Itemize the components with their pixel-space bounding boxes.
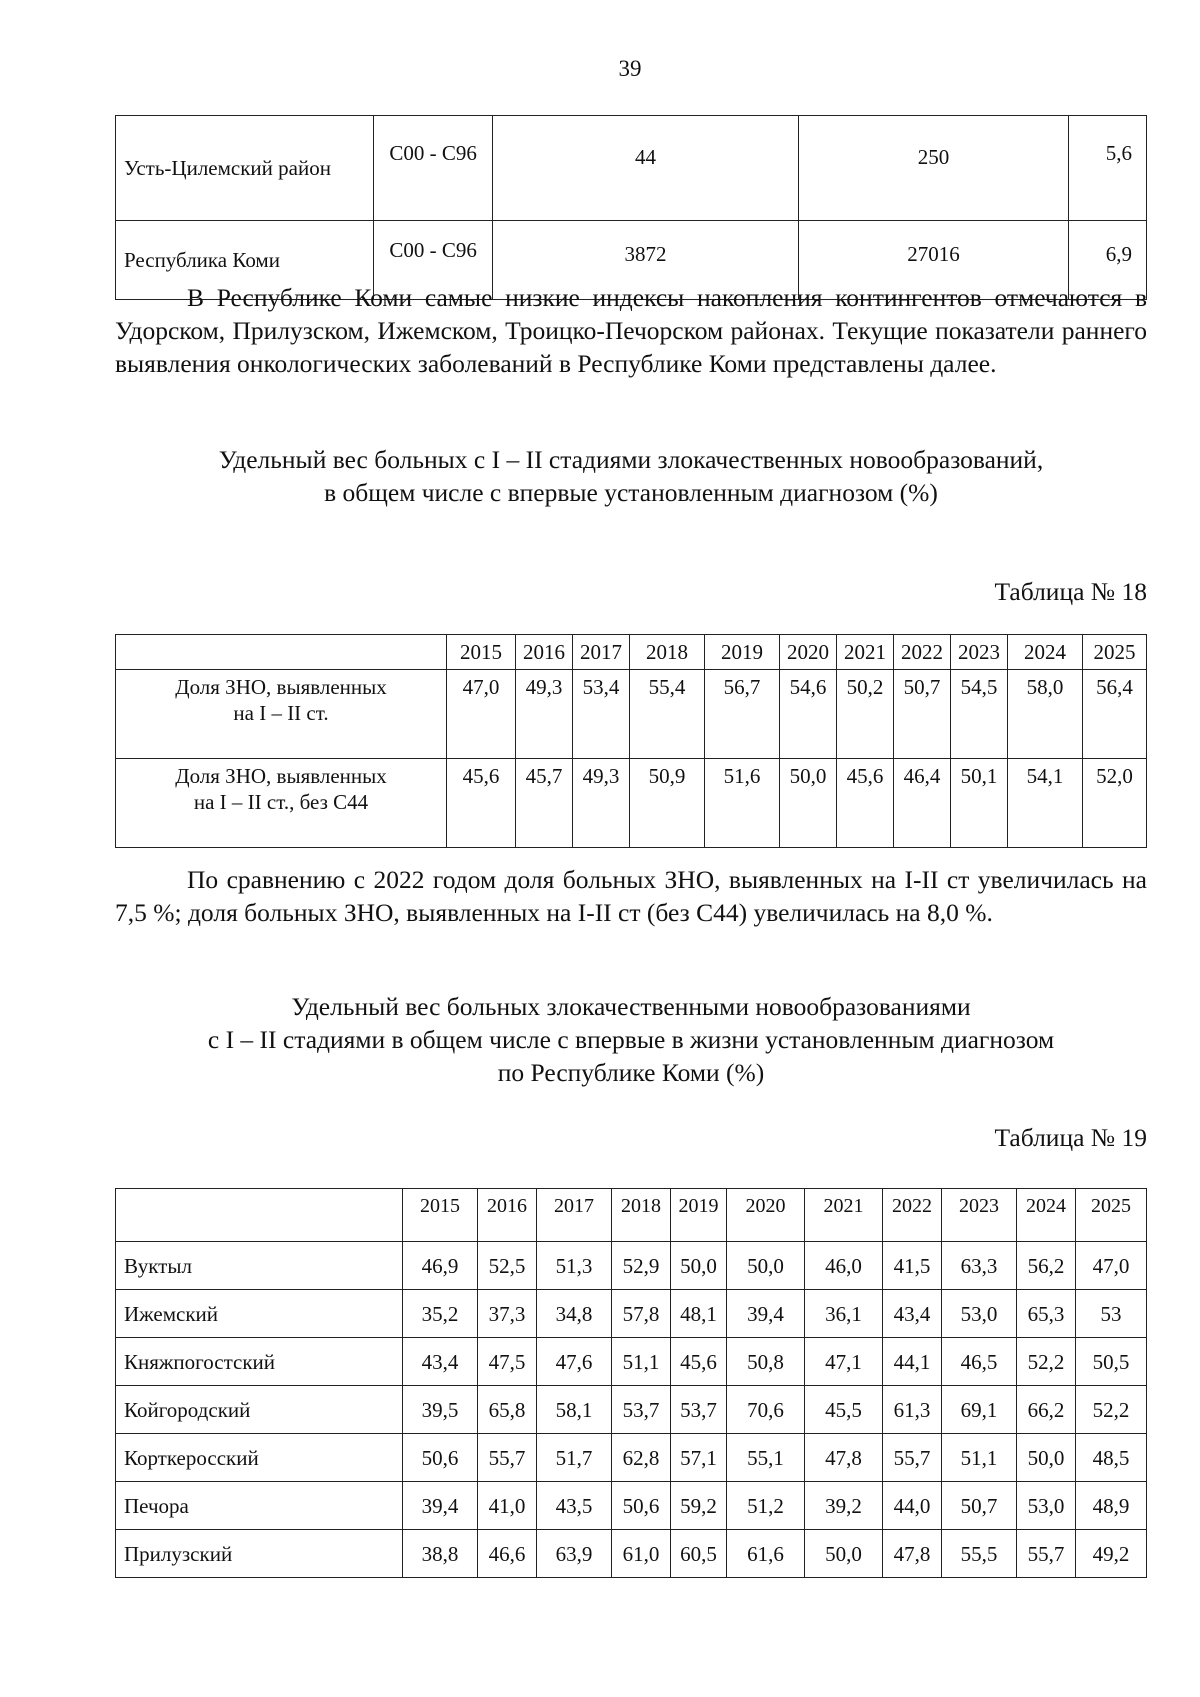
year-header: 2021 — [837, 635, 894, 670]
table-row — [116, 1434, 1147, 1482]
heading-line: в общем числе с впервые установленным диагнозом (%) — [324, 478, 938, 507]
year-header: 2017 — [573, 635, 630, 670]
paragraph-accumulation-index — [115, 281, 1147, 380]
row-label-line: на I – II ст. — [233, 701, 329, 725]
table-row — [116, 1530, 1147, 1578]
table-cell-value: 3872 — [493, 221, 799, 300]
table-cell-value: 47,8 — [805, 1434, 883, 1482]
year-header: 2021 — [805, 1189, 883, 1242]
table-cell-value: 43,4 — [403, 1338, 478, 1386]
table-cell-value: 52,9 — [612, 1242, 671, 1290]
table-cell-value: 55,7 — [1017, 1530, 1076, 1578]
row-label-line: Доля ЗНО, выявленных — [175, 764, 387, 788]
year-header: 2022 — [883, 1189, 942, 1242]
table-cell-value: 51,7 — [537, 1434, 612, 1482]
paragraph-text: По сравнению с 2022 годом доля больных ЗНО, выявленных на I-II ст увеличилась на 7,5 %; доля больных ЗНО, выявленных на I-II ст (без С44) увеличилась на 8,0 %. — [115, 865, 1147, 927]
page-number: 39 — [618, 56, 642, 81]
table-cell-value: 48,5 — [1076, 1434, 1147, 1482]
district-name: Корткеросский — [116, 1434, 403, 1482]
table-cell-value: 50,8 — [727, 1338, 805, 1386]
table-cell-value: 51,6 — [705, 759, 780, 848]
row-label — [116, 759, 447, 848]
table-cell-value: 51,2 — [727, 1482, 805, 1530]
table-row — [116, 1482, 1147, 1530]
district-name: Ижемский — [116, 1290, 403, 1338]
table-cell-value: 39,4 — [727, 1290, 805, 1338]
table-cell-value: 43,5 — [537, 1482, 612, 1530]
table-cell-value: 50,6 — [403, 1434, 478, 1482]
table-cell-value: 48,1 — [671, 1290, 727, 1338]
table-row — [116, 1242, 1147, 1290]
table-cell-value: 58,0 — [1008, 670, 1083, 759]
table-cell-value: 61,6 — [727, 1530, 805, 1578]
table-cell-code: С00 - С96 — [374, 221, 493, 300]
table-cell-value: 50,6 — [612, 1482, 671, 1530]
heading-line: Удельный вес больных с I – II стадиями злокачественных новообразований, — [218, 445, 1044, 474]
table-cell-value: 50,0 — [805, 1530, 883, 1578]
table-header-row — [116, 1189, 1147, 1242]
year-header: 2024 — [1017, 1189, 1076, 1242]
table-cell-value: 51,1 — [942, 1434, 1017, 1482]
heading-line: Удельный вес больных злокачественными новообразованиями — [291, 992, 971, 1021]
table-cell-value: 45,6 — [671, 1338, 727, 1386]
district-name: Вуктыл — [116, 1242, 403, 1290]
table-cell-value: 53 — [1076, 1290, 1147, 1338]
table-cell-value: 53,4 — [573, 670, 630, 759]
table-cell-value: 50,1 — [951, 759, 1008, 848]
table-cell-value: 50,5 — [1076, 1338, 1147, 1386]
table-cell-value: 52,2 — [1076, 1386, 1147, 1434]
table-cell-value: 39,4 — [403, 1482, 478, 1530]
year-header: 2015 — [447, 635, 516, 670]
table-cell-value: 53,0 — [942, 1290, 1017, 1338]
table-row — [116, 116, 1147, 221]
table-cell-value: 51,1 — [612, 1338, 671, 1386]
table-cell-value: 47,0 — [447, 670, 516, 759]
table-cell-value: 66,2 — [1017, 1386, 1076, 1434]
table-cell-value: 44,0 — [883, 1482, 942, 1530]
table-18-label: Таблица № 18 — [994, 577, 1147, 606]
heading-line: с I – II стадиями в общем числе с впервые в жизни установленным диагнозом — [207, 1025, 1055, 1054]
table-cell-value: 61,0 — [612, 1530, 671, 1578]
table-cell-value: 69,1 — [942, 1386, 1017, 1434]
heading-line: по Республике Коми (%) — [497, 1058, 765, 1087]
table-cell-value: 250 — [798, 116, 1068, 221]
table-cell-value: 46,9 — [403, 1242, 478, 1290]
table-cell-value: 55,5 — [942, 1530, 1017, 1578]
section-heading-2 — [115, 990, 1147, 1089]
table-cell-value: 47,0 — [1076, 1242, 1147, 1290]
table-cell-value: 46,5 — [942, 1338, 1017, 1386]
table-cell-value: 44 — [493, 116, 799, 221]
table-cell-value: 50,0 — [1017, 1434, 1076, 1482]
year-header: 2016 — [478, 1189, 537, 1242]
table-cell-name: Республика Коми — [116, 221, 374, 300]
table-cell-value: 43,4 — [883, 1290, 942, 1338]
table-cell-value: 37,3 — [478, 1290, 537, 1338]
table-cell-value: 46,6 — [478, 1530, 537, 1578]
table-cell-value: 27016 — [798, 221, 1068, 300]
row-label-line: Доля ЗНО, выявленных — [175, 675, 387, 699]
table-cell-value: 59,2 — [671, 1482, 727, 1530]
previous-table — [115, 115, 1147, 300]
table-cell-value: 46,4 — [894, 759, 951, 848]
table-cell-value: 70,6 — [727, 1386, 805, 1434]
district-name: Княжпогостский — [116, 1338, 403, 1386]
table-cell-value: 36,1 — [805, 1290, 883, 1338]
table-cell-value: 56,4 — [1083, 670, 1147, 759]
table-cell-value: 54,1 — [1008, 759, 1083, 848]
table-cell-value: 55,7 — [478, 1434, 537, 1482]
table-cell-value: 45,5 — [805, 1386, 883, 1434]
year-header: 2023 — [951, 635, 1008, 670]
year-header: 2023 — [942, 1189, 1017, 1242]
table-cell-value: 41,0 — [478, 1482, 537, 1530]
table-cell-value: 35,2 — [403, 1290, 478, 1338]
row-label — [116, 670, 447, 759]
table-cell-value: 63,9 — [537, 1530, 612, 1578]
table-cell-value: 57,1 — [671, 1434, 727, 1482]
table-cell-value: 50,7 — [894, 670, 951, 759]
year-header: 2018 — [630, 635, 705, 670]
table-row — [116, 1338, 1147, 1386]
table-cell-value: 47,6 — [537, 1338, 612, 1386]
year-header: 2020 — [780, 635, 837, 670]
table-row — [116, 759, 1147, 848]
table-cell-value: 53,7 — [671, 1386, 727, 1434]
table-cell-value: 54,5 — [951, 670, 1008, 759]
table-cell-value: 54,6 — [780, 670, 837, 759]
year-header: 2016 — [516, 635, 573, 670]
year-header: 2025 — [1083, 635, 1147, 670]
table-header-empty — [116, 635, 447, 670]
table-cell-value: 56,2 — [1017, 1242, 1076, 1290]
section-heading-1 — [115, 443, 1147, 509]
table-row — [116, 1386, 1147, 1434]
table-cell-value: 52,0 — [1083, 759, 1147, 848]
table-cell-name: Усть-Цилемский район — [116, 116, 374, 221]
table-cell-value: 65,3 — [1017, 1290, 1076, 1338]
table-cell-value: 50,0 — [780, 759, 837, 848]
table-cell-value: 57,8 — [612, 1290, 671, 1338]
table-cell-value: 50,0 — [671, 1242, 727, 1290]
table-cell-value: 55,1 — [727, 1434, 805, 1482]
year-header: 2024 — [1008, 635, 1083, 670]
table-cell-value: 39,5 — [403, 1386, 478, 1434]
year-header: 2020 — [727, 1189, 805, 1242]
year-header: 2022 — [894, 635, 951, 670]
table-cell-value: 53,0 — [1017, 1482, 1076, 1530]
table-cell-value: 45,6 — [447, 759, 516, 848]
table-cell-value: 53,7 — [612, 1386, 671, 1434]
table-cell-value: 5,6 — [1069, 116, 1147, 221]
table-cell-value: 49,3 — [516, 670, 573, 759]
table-cell-value: 39,2 — [805, 1482, 883, 1530]
table-cell-value: 50,2 — [837, 670, 894, 759]
table-row — [116, 1290, 1147, 1338]
table-cell-value: 62,8 — [612, 1434, 671, 1482]
table-cell-value: 50,9 — [630, 759, 705, 848]
table-cell-value: 65,8 — [478, 1386, 537, 1434]
table-cell-value: 52,2 — [1017, 1338, 1076, 1386]
district-name: Печора — [116, 1482, 403, 1530]
paragraph-text: В Республике Коми самые низкие индексы накопления контингентов отмечаются в Удорском, Прилузском, Ижемском, Троицко-Печорском районах. Текущие показатели раннего выявления онкологических заболеваний в Республике Коми представлены далее. — [115, 283, 1147, 378]
table-cell-value: 56,7 — [705, 670, 780, 759]
table-cell-value: 34,8 — [537, 1290, 612, 1338]
table-18 — [115, 634, 1147, 848]
table-cell-value: 6,9 — [1069, 221, 1147, 300]
table-cell-value: 61,3 — [883, 1386, 942, 1434]
district-name: Койгородский — [116, 1386, 403, 1434]
table-cell-value: 45,7 — [516, 759, 573, 848]
table-cell-value: 55,4 — [630, 670, 705, 759]
table-cell-value: 48,9 — [1076, 1482, 1147, 1530]
table-row — [116, 670, 1147, 759]
table-cell-value: 47,1 — [805, 1338, 883, 1386]
table-cell-value: 49,2 — [1076, 1530, 1147, 1578]
table-cell-value: 38,8 — [403, 1530, 478, 1578]
table-cell-value: 51,3 — [537, 1242, 612, 1290]
year-header: 2018 — [612, 1189, 671, 1242]
year-header: 2025 — [1076, 1189, 1147, 1242]
table-header-empty — [116, 1189, 403, 1242]
table-cell-value: 47,5 — [478, 1338, 537, 1386]
table-cell-value: 50,0 — [727, 1242, 805, 1290]
paragraph-comparison — [115, 863, 1147, 929]
table-cell-value: 47,8 — [883, 1530, 942, 1578]
row-label-line: на I – II ст., без С44 — [193, 790, 369, 814]
table-19 — [115, 1188, 1147, 1578]
year-header: 2015 — [403, 1189, 478, 1242]
table-cell-value: 52,5 — [478, 1242, 537, 1290]
table-cell-value: 55,7 — [883, 1434, 942, 1482]
table-cell-value: 60,5 — [671, 1530, 727, 1578]
year-header: 2017 — [537, 1189, 612, 1242]
table-cell-value: 44,1 — [883, 1338, 942, 1386]
table-header-row — [116, 635, 1147, 670]
year-header: 2019 — [671, 1189, 727, 1242]
table-cell-code: С00 - С96 — [374, 116, 493, 221]
table-cell-value: 45,6 — [837, 759, 894, 848]
district-name: Прилузский — [116, 1530, 403, 1578]
table-cell-value: 41,5 — [883, 1242, 942, 1290]
table-cell-value: 46,0 — [805, 1242, 883, 1290]
year-header: 2019 — [705, 635, 780, 670]
table-cell-value: 58,1 — [537, 1386, 612, 1434]
table-19-label: Таблица № 19 — [994, 1123, 1147, 1152]
table-cell-value: 49,3 — [573, 759, 630, 848]
table-cell-value: 63,3 — [942, 1242, 1017, 1290]
table-cell-value: 50,7 — [942, 1482, 1017, 1530]
